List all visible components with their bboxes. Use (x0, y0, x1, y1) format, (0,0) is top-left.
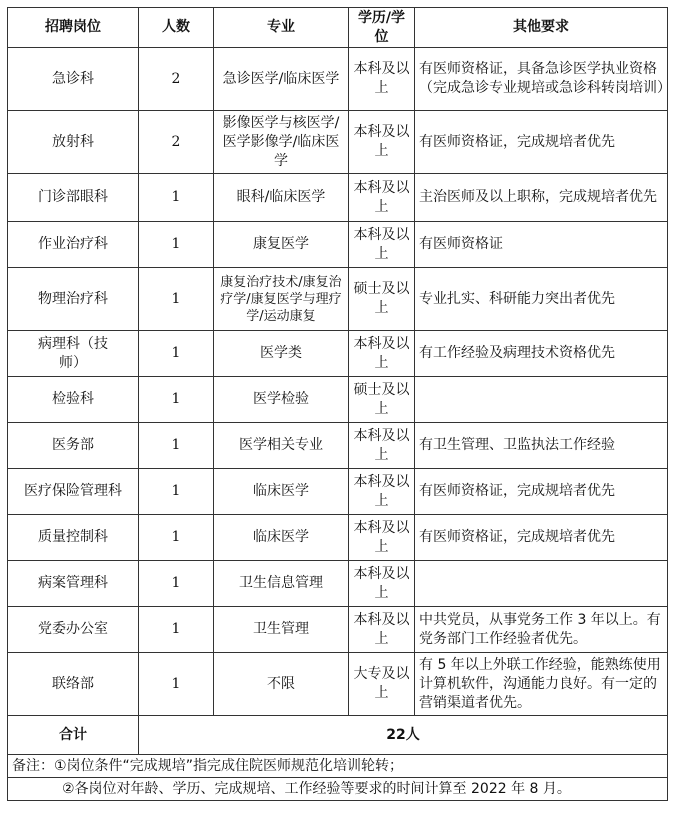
post-cell: 医务部 (8, 423, 139, 469)
count-cell: 1 (139, 268, 214, 331)
degree-cell: 本科及以上 (349, 469, 415, 515)
major-cell: 康复医学 (214, 222, 349, 268)
total-label: 合计 (8, 716, 139, 755)
degree-cell: 本科及以上 (349, 174, 415, 222)
table-row (8, 174, 668, 222)
total-row (8, 716, 668, 755)
header-row (8, 8, 668, 48)
table-row (8, 653, 668, 716)
post-cell: 联络部 (8, 653, 139, 716)
table-row (8, 111, 668, 174)
count-cell: 1 (139, 653, 214, 716)
post-cell: 医疗保险管理科 (8, 469, 139, 515)
major-cell: 急诊医学/临床医学 (214, 48, 349, 111)
table-row (8, 561, 668, 607)
degree-cell: 硕士及以上 (349, 268, 415, 331)
count-cell: 1 (139, 515, 214, 561)
requirements-cell: 主治医师及以上职称，完成规培者优先 (415, 174, 668, 222)
post-cell: 放射科 (8, 111, 139, 174)
requirements-cell: 有 5 年以上外联工作经验，能熟练使用计算机软件，沟通能力良好。有一定的营销渠道者优先。 (415, 653, 668, 716)
requirements-cell: 有医师资格证，完成规培者优先 (415, 111, 668, 174)
table-row (8, 268, 668, 331)
count-cell: 1 (139, 222, 214, 268)
major-cell: 医学类 (214, 331, 349, 377)
requirements-cell: 有医师资格证，完成规培者优先 (415, 515, 668, 561)
major-cell: 临床医学 (214, 515, 349, 561)
major-cell: 不限 (214, 653, 349, 716)
post-cell: 病案管理科 (8, 561, 139, 607)
major-cell: 眼科/临床医学 (214, 174, 349, 222)
requirements-cell: 有医师资格证，具备急诊医学执业资格（完成急诊专业规培或急诊科转岗培训） (415, 48, 668, 111)
major-cell: 卫生管理 (214, 607, 349, 653)
count-cell: 1 (139, 174, 214, 222)
header-requirements: 其他要求 (415, 8, 668, 48)
major-cell: 临床医学 (214, 469, 349, 515)
degree-cell: 本科及以上 (349, 111, 415, 174)
post-cell: 病理科（技师） (8, 331, 139, 377)
degree-cell: 本科及以上 (349, 222, 415, 268)
table-row (8, 331, 668, 377)
degree-cell: 本科及以上 (349, 331, 415, 377)
table-row (8, 377, 668, 423)
header-major: 专业 (214, 8, 349, 48)
degree-cell: 本科及以上 (349, 561, 415, 607)
degree-cell: 本科及以上 (349, 515, 415, 561)
post-cell: 党委办公室 (8, 607, 139, 653)
table-row (8, 515, 668, 561)
header-post: 招聘岗位 (8, 8, 139, 48)
degree-cell: 本科及以上 (349, 607, 415, 653)
note-row (8, 755, 668, 778)
count-cell: 1 (139, 469, 214, 515)
requirements-cell: 有卫生管理、卫监执法工作经验 (415, 423, 668, 469)
post-cell: 检验科 (8, 377, 139, 423)
post-cell: 物理治疗科 (8, 268, 139, 331)
total-value: 22人 (139, 716, 668, 755)
degree-cell: 本科及以上 (349, 423, 415, 469)
table-row (8, 423, 668, 469)
degree-cell: 本科及以上 (349, 48, 415, 111)
count-cell: 1 (139, 331, 214, 377)
count-cell: 2 (139, 111, 214, 174)
note-row (8, 778, 668, 801)
note-line-2: ②各岗位对年龄、学历、完成规培、工作经验等要求的时间计算至 2022 年 8 月。 (8, 778, 668, 801)
degree-cell: 硕士及以上 (349, 377, 415, 423)
header-count: 人数 (139, 8, 214, 48)
requirements-cell (415, 561, 668, 607)
count-cell: 1 (139, 423, 214, 469)
count-cell: 1 (139, 561, 214, 607)
header-degree: 学历/学位 (349, 8, 415, 48)
table-row (8, 607, 668, 653)
requirements-cell: 有工作经验及病理技术资格优先 (415, 331, 668, 377)
note-line-1: 备注：①岗位条件“完成规培”指完成住院医师规范化培训轮转； (8, 755, 668, 778)
post-cell: 急诊科 (8, 48, 139, 111)
major-cell: 卫生信息管理 (214, 561, 349, 607)
post-cell: 质量控制科 (8, 515, 139, 561)
table-row (8, 48, 668, 111)
count-cell: 2 (139, 48, 214, 111)
major-cell: 医学相关专业 (214, 423, 349, 469)
major-cell: 影像医学与核医学/医学影像学/临床医学 (214, 111, 349, 174)
count-cell: 1 (139, 607, 214, 653)
post-cell: 作业治疗科 (8, 222, 139, 268)
table-row (8, 469, 668, 515)
table-row (8, 222, 668, 268)
major-cell: 医学检验 (214, 377, 349, 423)
post-cell: 门诊部眼科 (8, 174, 139, 222)
requirements-cell: 中共党员，从事党务工作 3 年以上。有党务部门工作经验者优先。 (415, 607, 668, 653)
requirements-cell: 有医师资格证 (415, 222, 668, 268)
major-cell: 康复治疗技术/康复治疗学/康复医学与理疗学/运动康复 (214, 268, 349, 331)
requirements-cell (415, 377, 668, 423)
degree-cell: 大专及以上 (349, 653, 415, 716)
requirements-cell: 有医师资格证，完成规培者优先 (415, 469, 668, 515)
recruitment-table (7, 7, 671, 801)
requirements-cell: 专业扎实、科研能力突出者优先 (415, 268, 668, 331)
count-cell: 1 (139, 377, 214, 423)
